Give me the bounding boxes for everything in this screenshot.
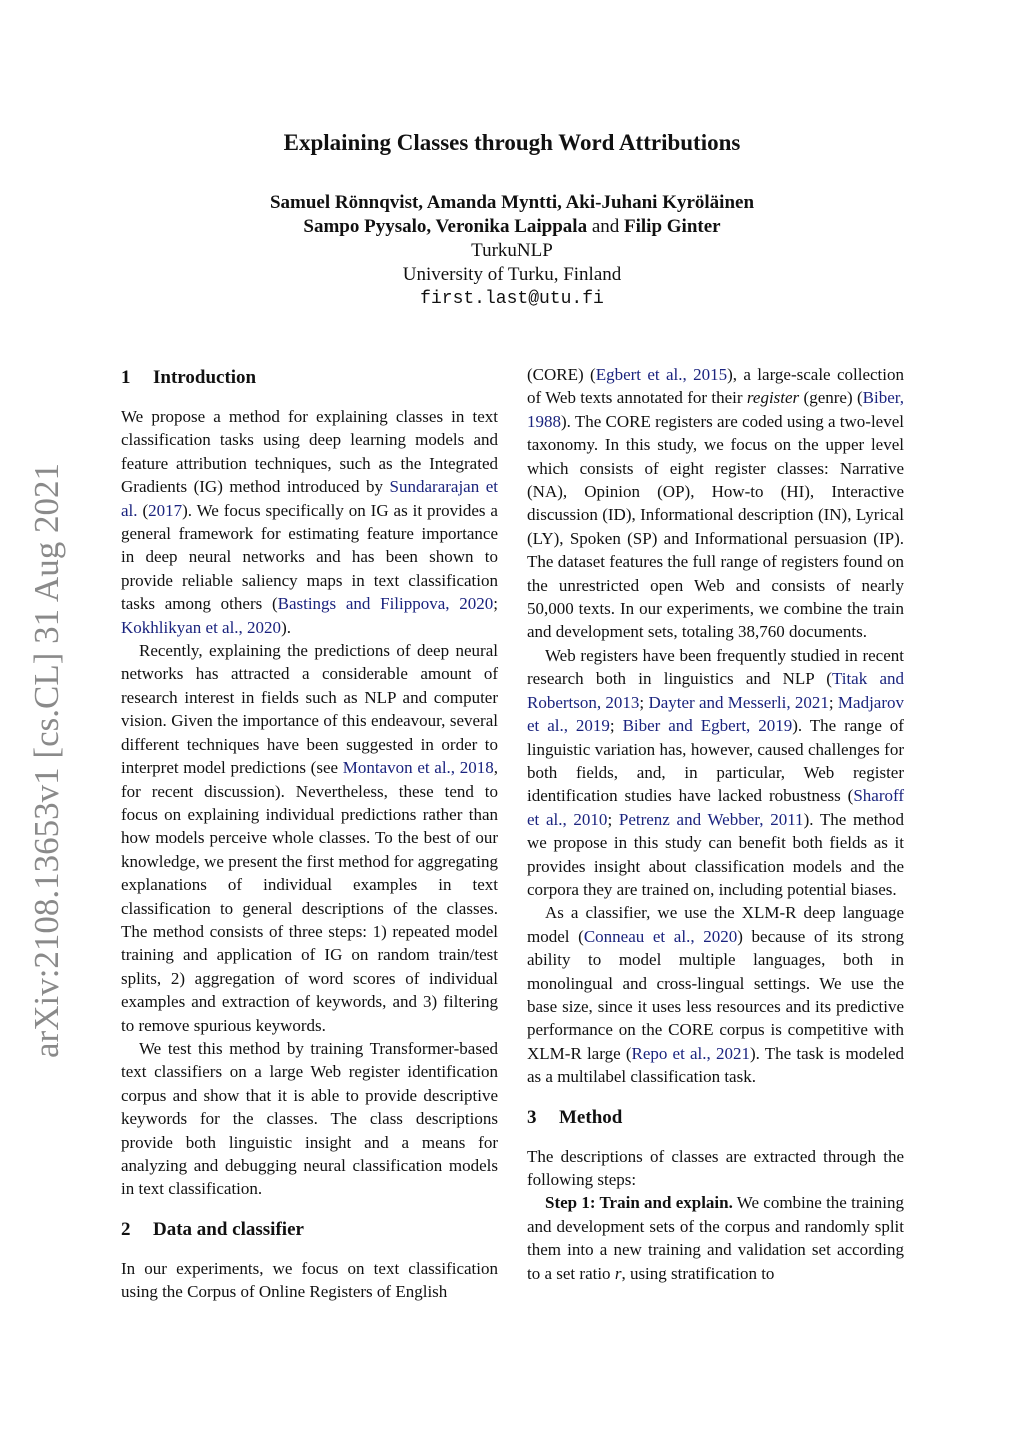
intro-paragraph-3: We test this method by training Transformer-based text classifiers on a large Web register identification corpus and show that it is able to provide descriptive keywords for the classes. The class descriptions provide both linguistic insight and a means for analyzing and debugging neural classification models in text classification. — [121, 1038, 498, 1199]
citation-link[interactable]: Dayter and Messerli, 2021 — [648, 692, 829, 712]
citation-link[interactable]: Biber, 1988 — [527, 388, 904, 431]
data-paragraph-3: As a classifier, we use the XLM-R deep language model (Conneau et al., 2020) because of its strong ability to model multiple languages, both in monolingual and cross-lingual settings. We use the base size, since it uses less resources and its predictive performance on the CORE corpus is competitive with XLM-R large (Repo et al., 2021). The task is modeled as a multilabel classification task. — [527, 903, 905, 1087]
citation-link[interactable]: Sharoff et al., 2010 — [527, 786, 904, 829]
authors-and: and — [591, 216, 620, 237]
left-column — [121, 363, 498, 1304]
section-heading-introduction: 1 Introduction — [121, 367, 257, 388]
paper-title: Explaining Classes through Word Attributions — [283, 130, 741, 155]
method-step-1: Step 1: Train and explain. We combine the training and development sets of the corpus and randomly split them into a new training and validation set according to a set ratio r, using stratification to — [527, 1193, 904, 1283]
authors-line-2b: Filip Ginter — [624, 216, 721, 237]
citation-link[interactable]: Egbert et al., 2015 — [595, 365, 728, 384]
intro-paragraph-2: Recently, explaining the predictions of deep neural networks has attracted a considerable amount of research interest in fields such as NLP and computer vision. Given the importance of this endeavour, several different techniques have been suggested in order to interpret model predictions (see Montavon et al., 2018, for recent discussion). Nevertheless, these tend to focus on explaining individual predictions rather than how models perceive whole classes. To the best of our knowledge, we present the first method for aggregating explanations of individual examples in text classification to general descriptions of the classes. The method consists of three steps: 1) repeated model training and application of IG on random train/test splits, 2) aggregation of word scores of individual examples and extraction of keywords, and 3) filtering to remove spurious keywords. — [121, 641, 498, 1035]
citation-link[interactable]: Sundararajan et al. — [121, 477, 498, 520]
authors-line-2a: Sampo Pyysalo, Veronika Laippala — [303, 216, 588, 237]
citation-link[interactable]: Montavon et al., 2018 — [342, 758, 494, 778]
arxiv-identifier: arXiv:2108.13653v1 [cs.CL] 31 Aug 2021 — [27, 463, 66, 1058]
citation-link[interactable]: 2017 — [148, 500, 183, 520]
citation-link[interactable]: Repo et al., 2021 — [631, 1043, 750, 1063]
intro-paragraph-1: We propose a method for explaining classes in text classification tasks using deep learning models and feature attribution techniques, such as the Integrated Gradients (IG) method introduced by Sundararajan et al. (2017). We focus specifically on IG as it provides a general framework for estimating feature importance in deep neural networks and has been shown to provide reliable saliency maps in text classification tasks among others (Bastings and Filippova, 2020; Kokhlikyan et al., 2020). — [121, 407, 498, 637]
citation-link[interactable]: Petrenz and Webber, 2011 — [618, 809, 804, 829]
affiliation-university: University of Turku, Finland — [402, 264, 622, 285]
data-paragraph-1: In our experiments, we focus on text classification using the Corpus of Online Registers of English — [121, 1258, 498, 1302]
citation-link[interactable]: Titak and Robertson, 2013 — [527, 669, 904, 712]
citation-link[interactable]: Biber and Egbert, 2019 — [622, 716, 793, 736]
affiliation-group: TurkuNLP — [471, 240, 553, 261]
citation-link[interactable]: Bastings and Filippova, 2020 — [277, 594, 494, 614]
author-block — [0, 191, 1024, 311]
section-heading-data: 2 Data and classifier — [121, 1218, 304, 1240]
authors-line-1: Samuel Rönnqvist, Amanda Myntti, Aki-Juhani Kyröläinen — [269, 192, 755, 213]
citation-link[interactable]: Kokhlikyan et al., 2020 — [121, 617, 282, 637]
citation-link[interactable]: Madjarov et al., 2019 — [527, 692, 904, 736]
right-column — [527, 363, 904, 1285]
data-paragraph-2: Web registers have been frequently studied in recent research both in linguistics and NLP (Titak and Robertson, 2013; Dayter and Messerli, 2021; Madjarov et al., 2019; Biber and Egbert, 2019). The range of linguistic variation has, however, caused challenges for both fields, and, in particular, Web register identification studies have lacked robustness (Sharoff et al., 2010; Petrenz and Webber, 2011). The method we propose in this study can benefit both fields as it provides insight about classification models and the corpora they are trained on, including potential biases. — [527, 645, 904, 899]
section-heading-method: 3 Method — [527, 1106, 623, 1128]
step-1-label: Step 1: Train and explain. — [545, 1193, 733, 1213]
email[interactable]: first.last@utu.fi — [420, 289, 604, 309]
data-paragraph-1-continued: (CORE) (Egbert et al., 2015), a large-scale collection of Web texts annotated for their register (genre) (Biber, 1988). The CORE registers are coded using a two-level taxonomy. In this study, we focus on the upper level which consists of eight register classes: Narrative (NA), Opinion (OP), How-to (HI), Interactive discussion (ID), Informational description (IN), Lyrical (LY), Spoken (SP) and Informational persuasion (IP). The dataset features the full range of registers found on the unrestricted open Web and consists of nearly 50,000 texts. In our experiments, we combine the train and development sets, totaling 38,760 documents. — [527, 365, 904, 642]
method-paragraph-1: The descriptions of classes are extracted through the following steps: — [527, 1146, 904, 1189]
citation-link[interactable]: Conneau et al., 2020 — [583, 926, 738, 946]
